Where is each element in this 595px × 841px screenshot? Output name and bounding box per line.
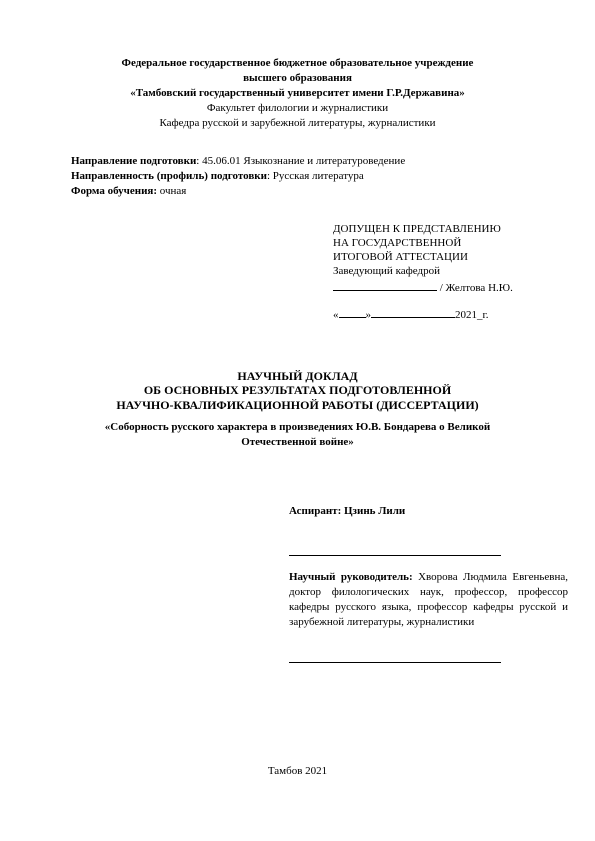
profile-label: Направленность (профиль) подготовки	[71, 170, 267, 182]
day-blank	[339, 306, 366, 318]
profile-value: : Русская литература	[266, 170, 364, 182]
report-title-3: НАУЧНО-КВАЛИФИКАЦИОННОЙ РАБОТЫ (ДИССЕРТАЦИИ)	[116, 398, 479, 412]
supervisor-block	[289, 570, 568, 630]
education-level: высшего образования	[243, 72, 352, 84]
approval-line-1: ДОПУЩЕН К ПРЕДСТАВЛЕНИЮ	[333, 223, 501, 235]
profile-line	[71, 169, 551, 184]
direction-line	[71, 154, 551, 169]
form-line	[71, 184, 551, 199]
approval-signature-line	[333, 279, 513, 296]
head-signature-name: / Желтова Н.Ю.	[439, 282, 513, 294]
approval-line-3: ИТОГОВОЙ АТТЕСТАЦИИ	[333, 251, 468, 263]
signature-blank	[333, 279, 437, 291]
topic-line-1: «Соборность русского характера в произведениях Ю.В. Бондарева о Великой	[104, 421, 491, 433]
university-name: «Тамбовский государственный университет имени Г.Р.Державина»	[130, 87, 465, 99]
approval-date-line	[333, 306, 489, 323]
topic-line-2: Отечественной войне»	[241, 436, 354, 448]
supervisor-label: Научный руководитель:	[289, 571, 413, 583]
month-blank	[371, 306, 455, 318]
supervisor-signature-line	[289, 662, 501, 663]
department-name: Кафедра русской и зарубежной литературы, журналистики	[159, 117, 436, 129]
date-open-quote: «	[333, 309, 339, 321]
direction-label: Направление подготовки	[71, 155, 197, 167]
aspirant-signature-line	[289, 555, 501, 556]
approval-line-2: НА ГОСУДАРСТВЕННОЙ	[333, 237, 462, 249]
form-value: очная	[157, 185, 187, 197]
form-label: Форма обучения:	[71, 185, 158, 197]
city-year: Тамбов 2021	[267, 765, 328, 777]
supervisor-text: Хворова Людмила Евгеньевна, доктор филологических наук, профессор, профессор кафедры русского языка, профессор кафедры русской и зарубежной литературы, журналистики	[289, 571, 569, 628]
approval-head-title: Заведующий кафедрой	[333, 265, 440, 277]
report-title-2: ОБ ОСНОВНЫХ РЕЗУЛЬТАТАХ ПОДГОТОВЛЕННОЙ	[143, 383, 452, 397]
faculty-name: Факультет филологии и журналистики	[206, 102, 389, 114]
direction-value: : 45.06.01 Языкознание и литературоведение	[196, 155, 406, 167]
aspirant-label: Аспирант: Цзинь Лили	[289, 505, 406, 517]
date-close-quote: »	[365, 309, 371, 321]
report-title-1: НАУЧНЫЙ ДОКЛАД	[237, 369, 358, 383]
date-year: 2021_г.	[455, 309, 489, 321]
institution-type: Федеральное государственное бюджетное образовательное учреждение	[121, 57, 474, 69]
